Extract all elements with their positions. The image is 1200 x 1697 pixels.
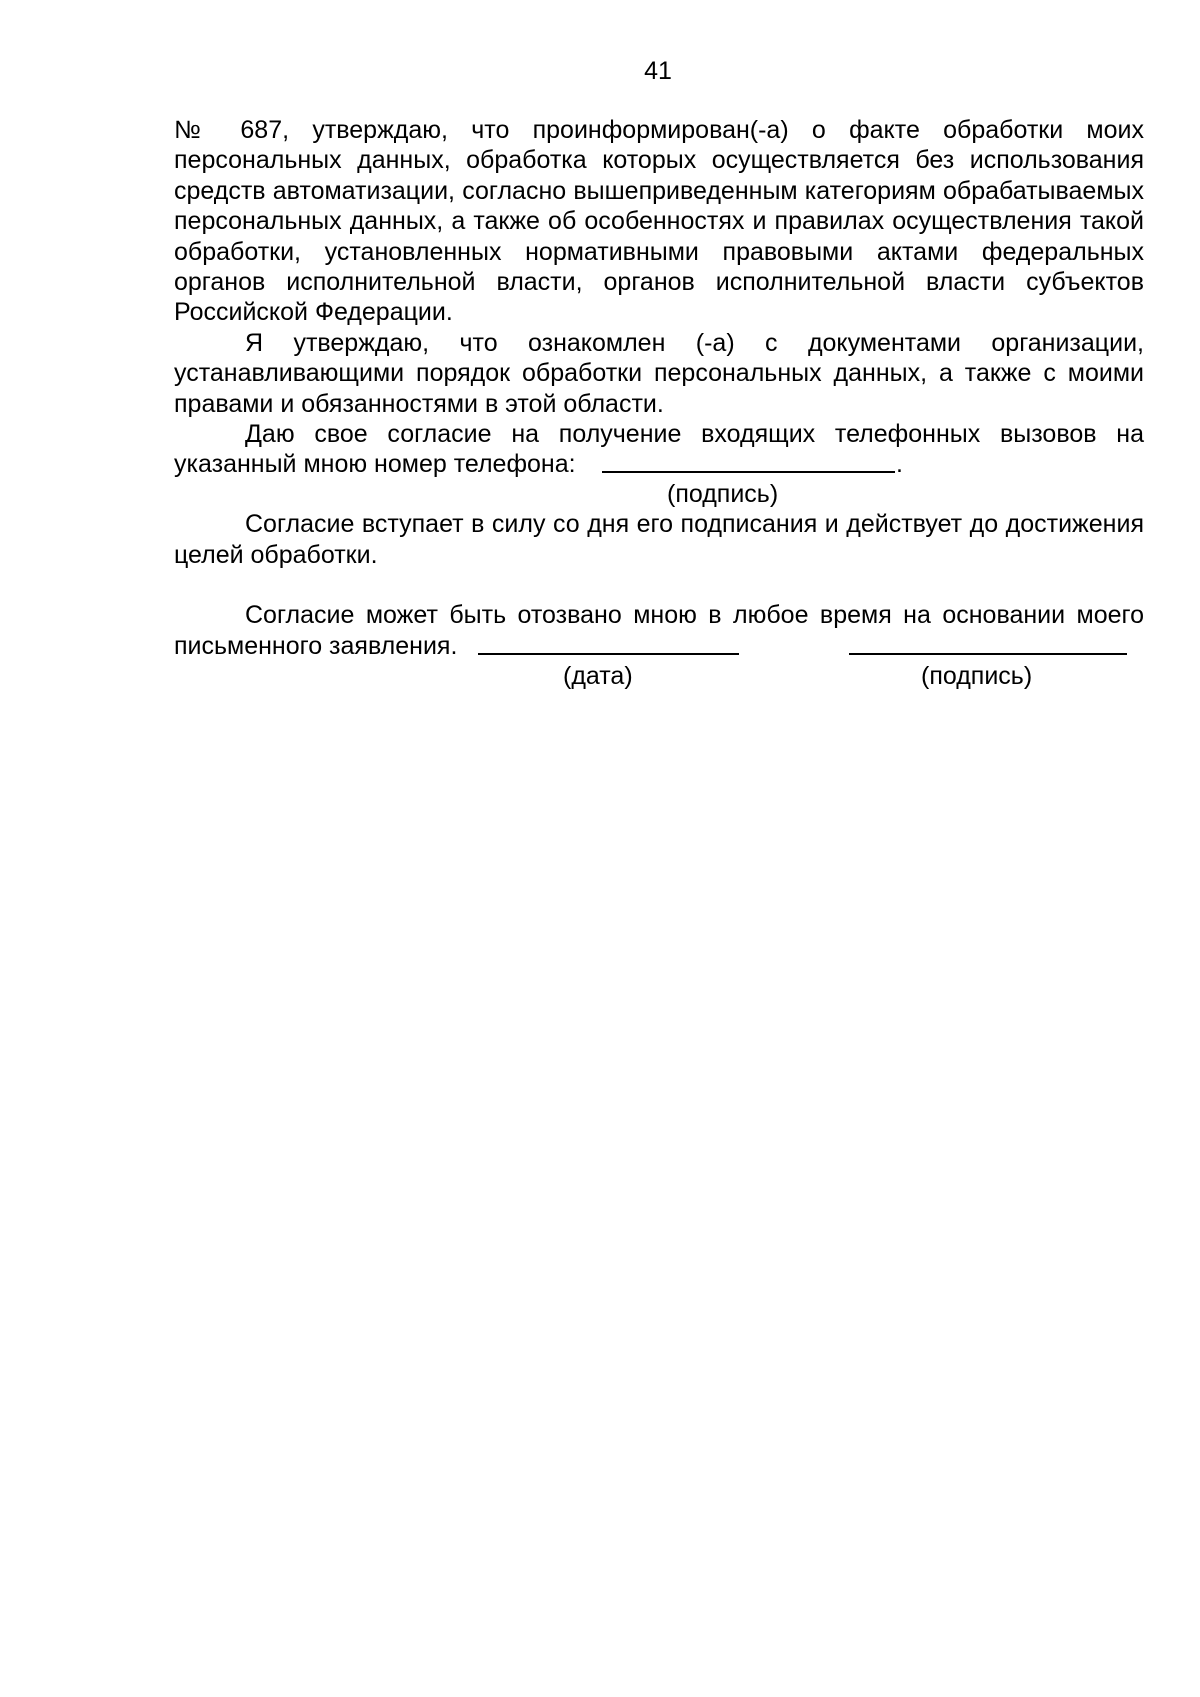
revocation-text: письменного заявления. xyxy=(174,631,458,660)
revocation-line-2 xyxy=(174,631,1144,661)
signature-field[interactable] xyxy=(849,631,1127,655)
phone-signature-field[interactable] xyxy=(602,449,895,473)
phone-consent-line-2 xyxy=(174,449,1144,479)
date-caption: (дата) xyxy=(563,661,633,690)
revocation-line-1: Согласие может быть отозвано мною в любое время на основании моего xyxy=(245,601,1144,630)
date-field[interactable] xyxy=(478,631,739,655)
page-number: 41 xyxy=(644,57,672,85)
phone-consent-line-1: Даю свое согласие на получение входящих телефонных вызовов на xyxy=(245,420,1144,449)
paragraph-validity: Согласие вступает в силу со дня его подписания и действует до достижения целей обработки. xyxy=(174,510,1144,569)
paragraph-consent-info: № 687, утверждаю, что проинформирован(-а) о факте обработки моих персональных данных, обработка которых осуществляется без использования средств автоматизации, согласно вышеприведенным категориям обрабатываемых персональных данных, а также об особенностях и правилах осуществления такой обработки, установленных нормативными правовыми актами федеральных органов исполнительной власти, органов исполнительной власти субъектов Российской Федерации. xyxy=(174,116,1144,327)
paragraph-revocation xyxy=(174,600,1144,690)
paragraph-phone-consent xyxy=(174,419,1144,509)
revocation-caption-row xyxy=(174,661,1144,691)
phone-consent-text: указанный мною номер телефона: xyxy=(174,450,576,479)
signature-caption: (подпись) xyxy=(921,661,1033,690)
document-body xyxy=(174,115,1144,691)
phone-caption-row xyxy=(174,479,1144,509)
paragraph-acknowledgement: Я утверждаю, что ознакомлен (-а) с документами организации, устанавливающими порядок обработки персональных данных, а также с моими правами и обязанностями в этой области. xyxy=(174,328,1144,418)
phone-consent-period: . xyxy=(896,450,903,479)
phone-signature-caption: (подпись) xyxy=(667,480,779,509)
spacer xyxy=(174,570,1144,600)
